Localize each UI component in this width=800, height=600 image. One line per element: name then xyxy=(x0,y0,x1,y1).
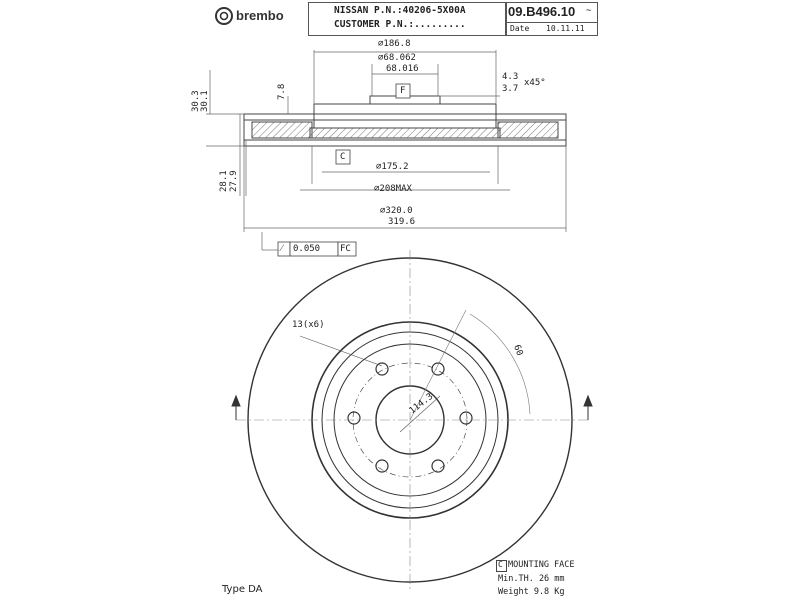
lug-hole xyxy=(460,412,472,424)
dim-vane-max: ⌀208MAX xyxy=(374,184,412,194)
disc-front-view xyxy=(236,250,590,590)
dim-hat-depth: 7.8 xyxy=(277,83,287,100)
date-value: 10.11.11 xyxy=(546,24,585,33)
dim-inner-diameter: ⌀175.2 xyxy=(376,162,409,172)
dim-center-bore-min: 68.016 xyxy=(386,64,419,74)
dim-center-bore-max: ⌀68.062 xyxy=(378,53,416,63)
dim-angle: 60 xyxy=(511,343,525,358)
dim-height-min: 30.1 xyxy=(200,90,210,112)
hole-leader xyxy=(300,336,382,366)
tolerance-datum: FC xyxy=(340,244,351,254)
type-label: Type DA xyxy=(222,584,263,595)
datum-c-label: C xyxy=(340,152,346,162)
lug-hole xyxy=(432,460,444,472)
hole-callout: 13(x6) xyxy=(292,320,325,330)
outer-friction-ring-top xyxy=(244,114,566,120)
part-number: 09.B496.10 xyxy=(508,4,576,19)
disc-section xyxy=(244,96,566,146)
oem-part-number: NISSAN P.N.:40206-5X00A xyxy=(334,5,466,16)
mounting-key: C xyxy=(498,560,503,569)
dim-chamfer-top: 4.3 xyxy=(502,72,519,82)
hat-profile xyxy=(314,104,496,128)
dim-outer-min: 319.6 xyxy=(388,217,416,227)
dim-pitch-circle: 114.3 xyxy=(407,391,436,417)
date-label: Date xyxy=(510,24,530,33)
left-vane-hatch xyxy=(252,122,312,138)
customer-part-number: CUSTOMER P.N.:......... xyxy=(334,19,466,30)
outer-friction-ring-bottom xyxy=(244,140,566,146)
dim-height-max: 30.3 xyxy=(191,90,201,112)
part-number-suffix: ~ xyxy=(586,6,592,16)
lug-hole xyxy=(348,412,360,424)
right-vane-hatch xyxy=(498,122,558,138)
center-vane-hatch xyxy=(310,128,500,138)
tolerance-symbol: ⁄ xyxy=(281,244,283,254)
angle-arc xyxy=(470,314,530,414)
dim-thickness-max: 28.1 xyxy=(219,170,229,192)
lug-hole xyxy=(376,363,388,375)
mounting-face-note: MOUNTING FACE xyxy=(508,560,575,570)
tolerance-value: 0.050 xyxy=(293,244,321,254)
weight-note: Weight 9.8 Kg xyxy=(498,587,565,597)
dim-hat-diameter: ⌀186.8 xyxy=(378,39,411,49)
min-thickness-note: Min.TH. 26 mm xyxy=(498,574,565,584)
dim-outer-max: ⌀320.0 xyxy=(380,206,413,216)
brand-name: brembo xyxy=(236,8,284,23)
datum-f-label: F xyxy=(400,86,406,96)
dim-chamfer-bottom: 3.7 xyxy=(502,84,519,94)
lug-hole xyxy=(376,460,388,472)
dim-thickness-min: 27.9 xyxy=(229,170,239,192)
dim-chamfer-angle: x45° xyxy=(524,78,546,88)
